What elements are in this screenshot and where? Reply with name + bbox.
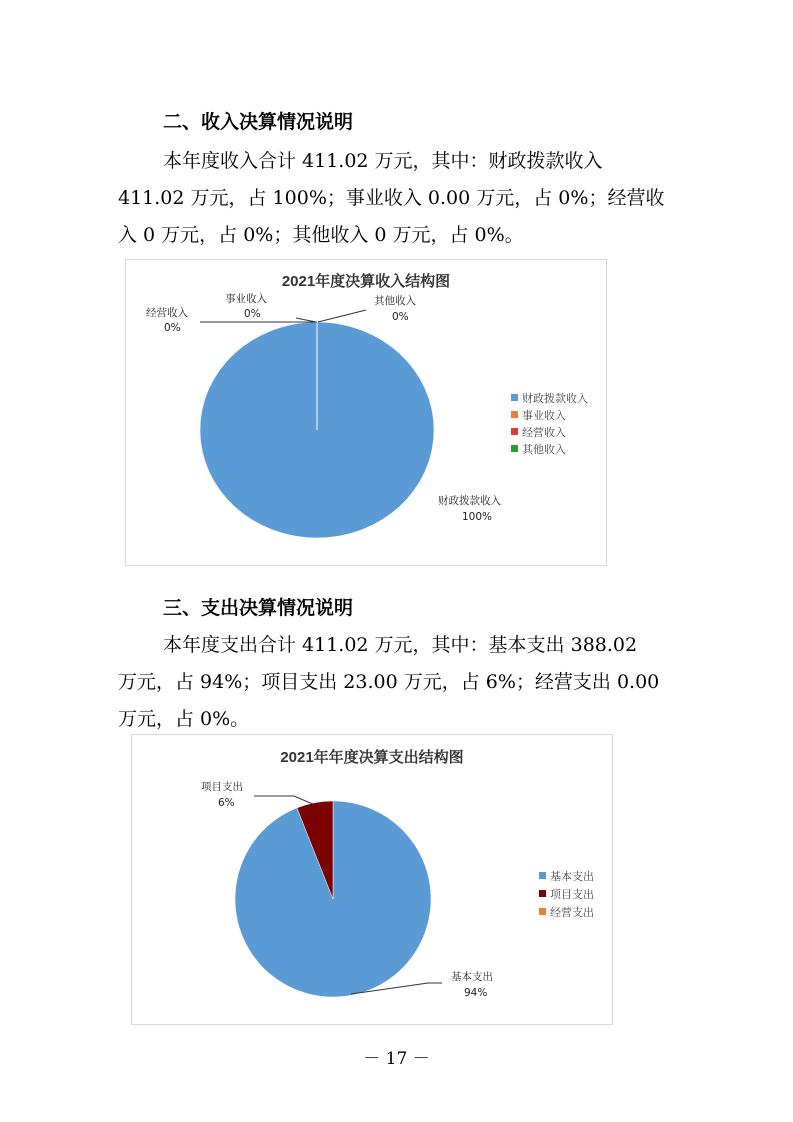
legend-label: 经营支出: [550, 906, 594, 919]
paragraph-line: 本年度收入合计 411.02 万元，其中：财政拨款收入: [163, 150, 603, 172]
slice-label-name: 事业收入: [225, 293, 267, 305]
legend-label: 项目支出: [550, 888, 594, 901]
slice-label-value: 0%: [164, 322, 181, 334]
legend-label: 财政拨款收入: [522, 392, 588, 405]
expenditure-pie-chart: [132, 735, 612, 1024]
legend-swatch: [511, 445, 518, 452]
expenditure-paragraph: [118, 630, 678, 740]
paragraph-line: 万元，占 0%。: [118, 708, 250, 730]
section-heading-expenditure: 三、支出决算情况说明: [163, 597, 354, 619]
slice-label-name: 项目支出: [201, 781, 243, 793]
expenditure-chart: [131, 734, 613, 1025]
legend-label: 经营收入: [522, 426, 566, 439]
income-chart: [125, 259, 607, 566]
legend-swatch: [539, 908, 546, 915]
page-number: － 17 －: [363, 1049, 430, 1069]
slice-label-value: 0%: [244, 308, 261, 320]
slice-label-name: 其他收入: [374, 295, 416, 307]
legend-label: 基本支出: [550, 870, 594, 883]
income-paragraph: [118, 146, 678, 256]
legend-label: 事业收入: [522, 409, 566, 422]
paragraph-line: 万元，占 94%；项目支出 23.00 万元，占 6%；经营支出 0.00: [118, 671, 660, 693]
slice-label-name: 经营收入: [146, 307, 188, 319]
legend-swatch: [539, 890, 546, 897]
legend-swatch: [511, 394, 518, 401]
legend-swatch: [511, 428, 518, 435]
leader-line: [296, 318, 316, 322]
legend-label: 其他收入: [522, 443, 566, 456]
chart-title: 2021年年度决算支出结构图: [280, 749, 464, 766]
paragraph-line: 411.02 万元，占 100%；事业收入 0.00 万元，占 0%；经营收: [118, 187, 665, 209]
paragraph-line: 本年度支出合计 411.02 万元，其中：基本支出 388.02: [163, 634, 638, 656]
slice-label-value: 6%: [218, 797, 235, 809]
chart-title: 2021年度决算收入结构图: [281, 273, 451, 290]
slice-label-value: 0%: [392, 311, 409, 323]
section-heading-income: 二、收入决算情况说明: [163, 111, 354, 133]
legend-swatch: [511, 411, 518, 418]
slice-label-value: 94%: [464, 987, 488, 999]
slice-label-name: 财政拨款收入: [438, 495, 501, 507]
leader-line: [318, 310, 366, 322]
slice-label-value: 100%: [462, 511, 493, 523]
income-pie-chart: [126, 260, 606, 565]
leader-line: [254, 796, 315, 805]
slice-label-name: 基本支出: [451, 971, 493, 983]
legend-swatch: [539, 872, 546, 879]
paragraph-line: 入 0 万元，占 0%；其他收入 0 万元，占 0%。: [118, 224, 524, 246]
